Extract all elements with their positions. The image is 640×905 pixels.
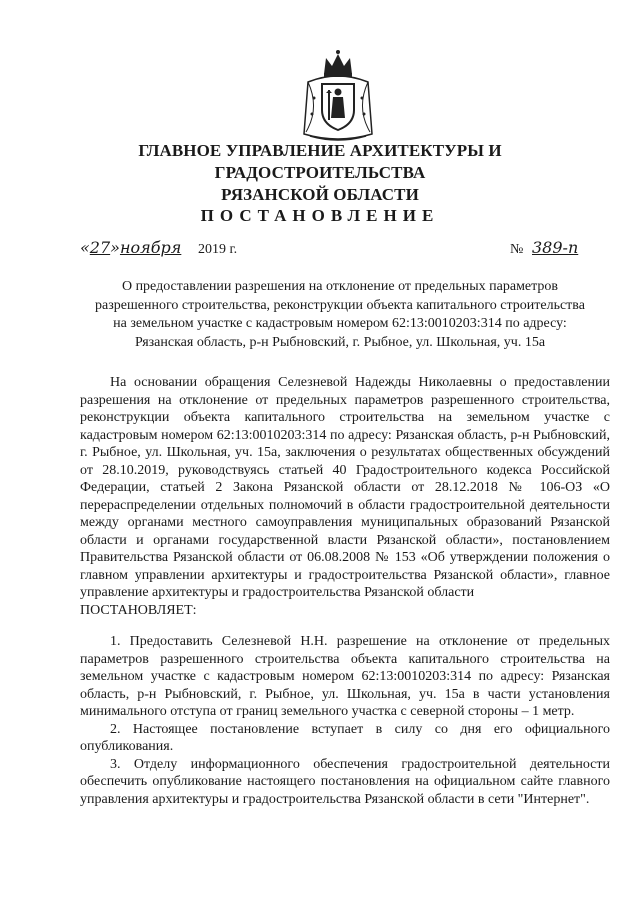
organization-title-line1: ГЛАВНОЕ УПРАВЛЕНИЕ АРХИТЕКТУРЫ И ГРАДОСТРОИТЕЛЬСТВА (138, 141, 502, 182)
document-number: 389-п (532, 238, 579, 257)
date-open-quote: « (80, 238, 90, 257)
coat-of-arms-icon (300, 48, 376, 146)
document-body (80, 374, 610, 808)
date-year: 2019 г. (198, 242, 238, 257)
date-month: ноября (119, 238, 182, 257)
document-subject (80, 278, 600, 352)
date-number-row (80, 238, 600, 264)
decree-item-1: 1. Предоставить Селезневой Н.Н. разрешение на отклонение от предельных параметров разрешенного строительства объекта капитального строительства на земельном участке с кадастровым номером 62:13:0010203:314 по адресу: Рязанская область, р-н Рыбновский, г. Рыбное, ул. Школьная, уч. 15а в части установления минимального отступа от границ земельного участка с северной стороны – 1 метр. (80, 634, 610, 719)
organization-title (40, 140, 600, 206)
date-day: 27 (89, 238, 111, 257)
date-close-quote: » (110, 238, 120, 257)
decree-items (80, 633, 610, 808)
handwritten-date (80, 238, 181, 257)
subject-line1: О предоставлении разрешения на отклонение от предельных параметров (121, 279, 559, 294)
decree-item-3: 3. Отделу информационного обеспечения градостроительной деятельности обеспечить опубликование настоящего постановления на официальном сайте главного управления архитектуры и градостроительства Рязанской области в сети "Интернет". (80, 756, 610, 807)
number-label: № (510, 242, 524, 257)
subject-line2: разрешенного строительства, реконструкции объекта капитального строительства (95, 297, 585, 313)
preamble-paragraph: На основании обращения Селезневой Надежды Николаевны о предоставлении разрешения на отклонение от предельных параметров разрешенного строительства, реконструкции объекта капитального строительства на земельном участке с кадастровым номером 62:13:0010203:314 по адресу: Рязанская область, р-н Рыбновский, г. Рыбное, ул. Школьная, уч. 15а, заключения о результатах общественных обсуждений от 28.10.2019, руководствуясь статьей 40 Градостроительного кодекса Российской Федерации, статьей 2 Закона Рязанской области от 28.12.2018 № 106-ОЗ «О перераспределении отдельных полномочий в области градостроительной деятельности между органами местного самоуправления муниципальных образований Рязанской области и органами государственной власти Рязанской области», постановлением Правительства Рязанской области от 06.08.2008 № 153 «Об утверждении положения о главном управлении архитектуры и градостроительства Рязанской области», главное управление архитектуры и градостроительства Рязанской области (80, 375, 610, 600)
subject-line3: на земельном участке с кадастровым номером 62:13:0010203:314 по адресу: (113, 316, 567, 331)
subject-line4: Рязанская область, р-н Рыбновский, г. Рыбное, ул. Школьная, уч. 15а (134, 334, 546, 350)
document-type: ПОСТАНОВЛЕНИЕ (200, 206, 440, 225)
organization-title-line2: РЯЗАНСКОЙ ОБЛАСТИ (221, 185, 419, 204)
decree-word: ПОСТАНОВЛЯЕТ: (80, 602, 197, 618)
decree-item-2: 2. Настоящее постановление вступает в силу со дня его официального опубликования. (80, 721, 610, 754)
